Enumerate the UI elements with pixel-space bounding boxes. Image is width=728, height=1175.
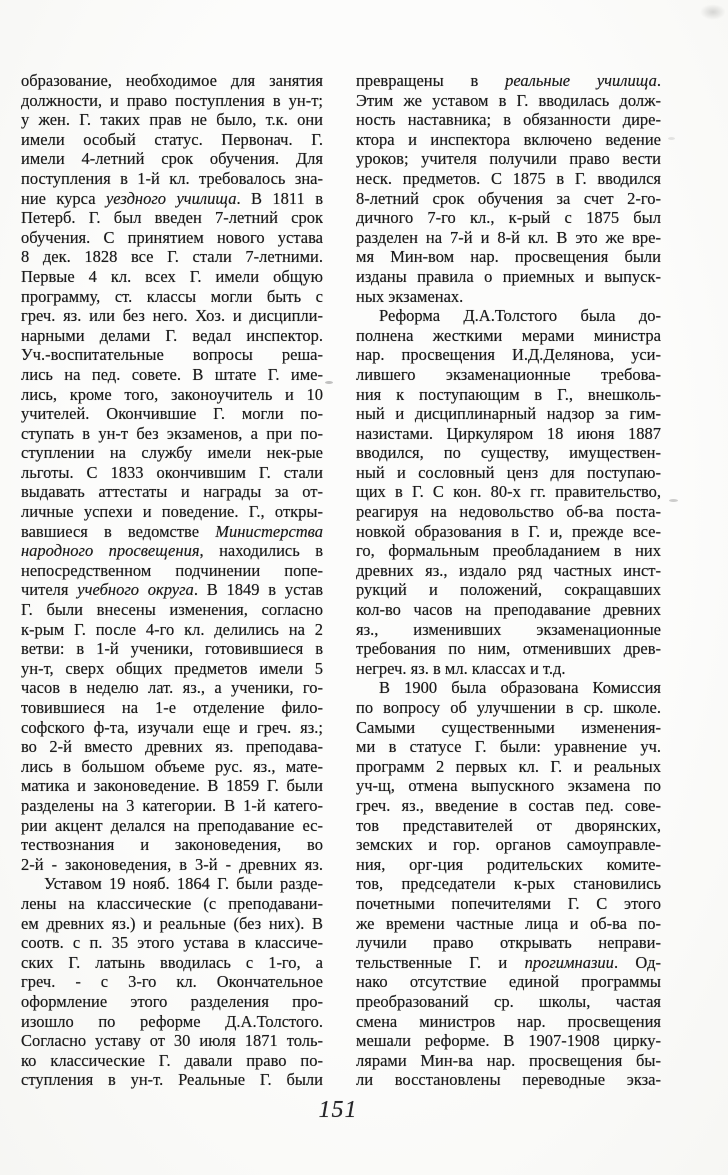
text-line: Реформа Д.А.Толстого была до-: [379, 306, 661, 326]
text-line: полнена жесткими мерами министра: [356, 325, 661, 345]
text-line: преобразований ср. школы, частая: [356, 991, 661, 1011]
text-line: лись, кроме того, законоучитель и 10: [21, 384, 323, 404]
italic-term: Министерства: [215, 521, 323, 541]
text-line: мешали реформе. В 1907-1908 цирку-: [356, 1031, 661, 1051]
text-line: разделены на 3 категории. В 1-й катего-: [21, 795, 323, 815]
text-line: дичного 7-го кл., к-рый с 1875 был: [356, 208, 661, 228]
scan-artifact: [325, 381, 333, 384]
italic-term: уездного училища: [105, 188, 237, 208]
text-line: Петерб. Г. был введен 7-летний срок: [21, 208, 323, 228]
text-line: лись в большом объеме рус. яз., мате-: [21, 756, 323, 776]
text-line: ли восстановлены переводные экза-: [356, 1070, 661, 1090]
text-line: В 1900 была образована Комиссия: [379, 678, 661, 698]
text-line: уроков; учителя получили право вести: [356, 149, 661, 169]
text-line: лены на классические (с преподавани-: [21, 893, 323, 913]
text-line: ния, орг-ция родительских комите-: [356, 854, 661, 874]
text-line: 8 дек. 1828 все Г. стали 7-летними.: [21, 247, 323, 267]
text-line: неск. предметов. С 1875 в Г. вводился: [356, 168, 661, 188]
scan-artifact: [669, 499, 678, 502]
text-line: же времени частные лица и об-ва по-: [356, 913, 661, 933]
page-number: 151: [318, 1097, 358, 1123]
text-line: ный и сословный ценз для поступаю-: [356, 462, 661, 482]
text-line: часов в неделю лат. яз., а ученики, го-: [21, 678, 323, 698]
italic-term: прогимназии: [524, 952, 614, 972]
text-line: уч-щ, отмена выпускного экзамена по: [356, 776, 661, 796]
text-line: назистами. Циркуляром 18 июня 1887: [356, 423, 661, 443]
text-line: учителей. Окончившие Г. могли по-: [21, 404, 323, 424]
text-line: 2-й - законоведения, в 3-й - древних яз.: [21, 854, 323, 874]
text-line: ко классические Г. давали право по-: [21, 1050, 323, 1070]
text-line: народного просвещения, находились в: [21, 541, 323, 561]
text-line: разделен на 7-й и 8-й кл. В это же вре-: [356, 227, 661, 247]
text-line: ния к поступающим в Г., внешколь-: [356, 384, 661, 404]
text-line: лись на пед. совете. В штате Г. име-: [21, 364, 323, 384]
text-line: требования по ним, отменивших древ-: [356, 639, 661, 659]
text-line: у жен. Г. таких прав не было, т.к. они: [21, 110, 323, 130]
text-line: щих в Г. С кон. 80-х гг. правительство,: [356, 482, 661, 502]
text-line: лярами Мин-ва нар. просвещения бы-: [356, 1050, 661, 1070]
scan-artifact: [700, 4, 726, 20]
text-line: рукций и положений, сокращавших: [356, 580, 661, 600]
text-line: земских и гор. органов самоуправле-: [356, 835, 661, 855]
text-line: почетными попечителями Г. С этого: [356, 893, 661, 913]
text-line: 8-летний срок обучения за счет 2-го-: [356, 188, 661, 208]
text-line: ных экзаменах.: [356, 286, 464, 306]
text-line: чителя учебного округа. В 1849 в устав: [21, 580, 323, 600]
text-line: ми в статусе Г. были: уравнение уч.: [356, 737, 661, 757]
text-line: непосредственном подчинении попе-: [21, 560, 323, 580]
text-line: ем древних яз.) и реальные (без них). В: [21, 913, 323, 933]
italic-term: народного просвещения: [21, 541, 200, 561]
text-line: должности, и право поступления в ун-т;: [21, 90, 323, 110]
text-line: греч. яз., введение в состав пед. сове-: [356, 795, 661, 815]
text-line: греч. яз. или без него. Хоз. и дисципли-: [21, 306, 323, 326]
text-line: матика и законоведение. В 1859 Г. были: [21, 776, 323, 796]
text-line: образование, необходимое для занятия: [21, 71, 323, 90]
text-line: личные успехи и поведение. Г., откры-: [21, 502, 323, 522]
text-line: лучили право открывать неправи-: [356, 933, 661, 953]
text-line: вводился, по существу, имуществен-: [356, 443, 661, 463]
text-line: Первые 4 кл. всех Г. имели общую: [21, 266, 323, 286]
text-line: смена министров нар. просвещения: [356, 1011, 661, 1031]
text-line: к-рым Г. после 4-го кл. делились на 2: [21, 619, 323, 639]
text-line: нар. просвещения И.Д.Делянова, уси-: [356, 345, 661, 365]
text-line: го, формальным преобладанием в них: [356, 541, 661, 561]
text-line: ступлении на службу имели нек-рые: [21, 443, 323, 463]
text-line: нарными делами Г. ведал инспектор.: [21, 325, 323, 345]
text-line: ветви: в 1-й ученики, готовившиеся в: [21, 639, 323, 659]
text-line: Согласно уставу от 30 июля 1871 толь-: [21, 1031, 323, 1051]
text-line: мя Мин-вом нар. просвещения были: [356, 247, 661, 267]
text-line: рии акцент делался на преподавание ес-: [21, 815, 323, 835]
text-line: имели 4-летний срок обучения. Для: [21, 149, 323, 169]
text-line: соотв. с п. 35 этого устава в классиче-: [21, 933, 323, 953]
text-line: поступления в 1-й кл. требовалось зна-: [21, 168, 323, 188]
text-line: программу, ст. классы могли быть с: [21, 286, 323, 306]
text-line: реагируя на недовольство об-ва поста-: [356, 502, 661, 522]
text-line: кол-во часов на преподавание древних: [356, 600, 661, 620]
text-line: новкой образования в Г. и, прежде все-: [356, 521, 661, 541]
text-line: тов, председатели к-рых становились: [356, 874, 661, 894]
text-line: по вопросу об улучшении в ср. школе.: [356, 698, 661, 717]
text-line: льготы. С 1833 окончившим Г. стали: [21, 462, 323, 482]
text-line: нако отсутствие единой программы: [356, 972, 661, 992]
text-line: ктора и инспектора включено ведение: [356, 129, 661, 149]
text-line: во 2-й вместо древних яз. преподава-: [21, 737, 323, 757]
italic-term: реальные училища: [505, 71, 657, 90]
text-line: изошло по реформе Д.А.Толстого.: [21, 1011, 323, 1031]
text-line: ун-т, сверх общих предметов имели 5: [21, 658, 323, 678]
text-line: ступления в ун-т. Реальные Г. были: [21, 1070, 323, 1090]
text-line: программ 2 первых кл. Г. и реальных: [356, 756, 661, 776]
text-line: греч. - с 3-го кл. Окончательное: [21, 972, 323, 992]
text-line: тов представителей от дворянских,: [356, 815, 661, 835]
text-line: Г. были внесены изменения, согласно: [21, 600, 323, 620]
text-line: обучения. С принятием нового устава: [21, 227, 323, 247]
text-line: имели особый статус. Первонач. Г.: [21, 129, 323, 149]
text-line: изданы правила о приемных и выпуск-: [356, 266, 661, 286]
text-line: ный и дисциплинарный надзор за гим-: [356, 404, 661, 424]
text-line: софского ф-та, изучали еще и греч. яз.;: [21, 717, 323, 737]
text-line: Этим же уставом в Г. вводилась долж-: [356, 90, 661, 110]
text-line: тельственные Г. и прогимназии. Од-: [356, 952, 661, 972]
text-line: негреч. яз. в мл. классах и т.д.: [356, 658, 566, 678]
text-line: ступать в ун-т без экзаменов, а при по-: [21, 423, 323, 443]
text-line: лившего экзаменационные требова-: [356, 364, 661, 384]
text-column-left: [21, 71, 323, 1090]
text-line: оформление этого разделения про-: [21, 991, 323, 1011]
italic-term: учебного округа: [77, 580, 194, 600]
text-line: яз., изменивших экзаменационные: [356, 619, 661, 639]
text-column-right: [356, 71, 661, 1090]
text-line: тествознания и законоведения, во: [21, 835, 323, 855]
text-line: Уставом 19 нояб. 1864 Г. были разде-: [44, 874, 323, 894]
text-line: ских Г. латынь вводилась с 1-го, а: [21, 952, 323, 972]
text-line: товившиеся на 1-е отделение фило-: [21, 698, 323, 717]
text-line: ние курса уездного училища. В 1811 в: [21, 188, 323, 208]
text-line: древних яз., издало ряд частных инст-: [356, 560, 661, 580]
text-line: превращены в реальные училища.: [356, 71, 661, 90]
text-line: вавшиеся в ведомстве Министерства: [21, 521, 323, 541]
text-line: Уч.-воспитательные вопросы реша-: [21, 345, 323, 365]
text-line: выдавать аттестаты и награды за от-: [21, 482, 323, 502]
text-line: ность наставника; в обязанности дире-: [356, 110, 661, 130]
scan-artifact: [668, 137, 675, 140]
text-line: Самыми существенными изменения-: [356, 717, 661, 737]
